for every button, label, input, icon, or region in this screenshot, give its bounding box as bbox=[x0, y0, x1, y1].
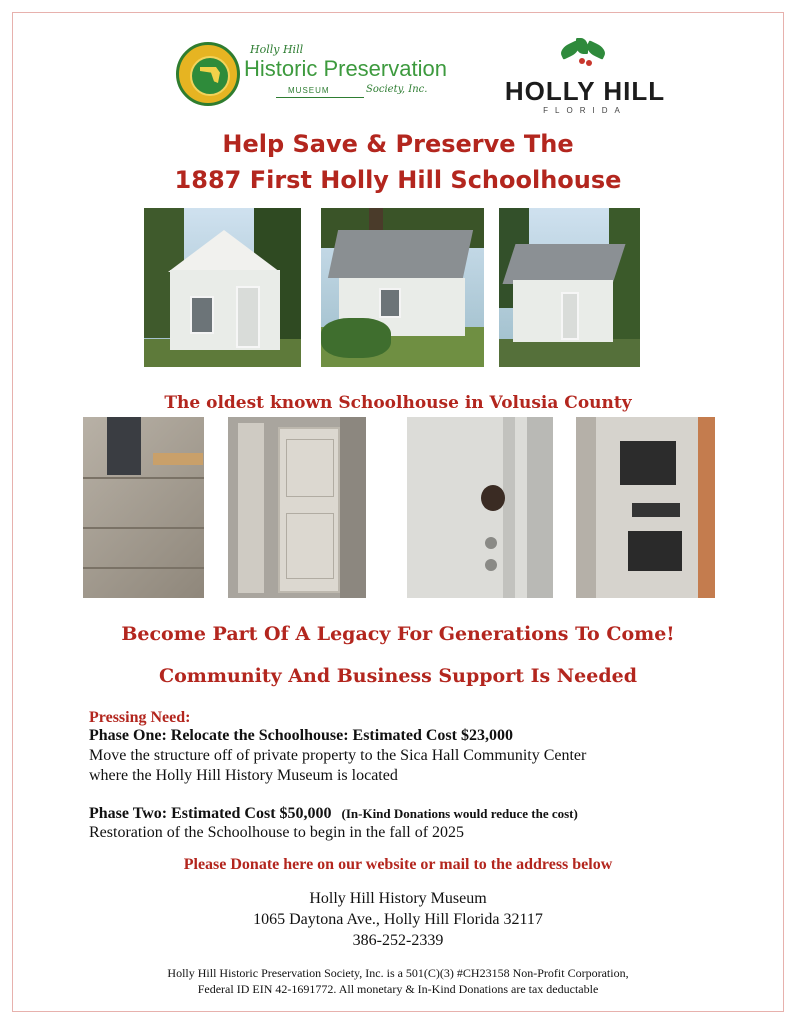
door-knob-icon bbox=[481, 485, 505, 511]
support-needed: Community And Business Support Is Needed bbox=[158, 665, 637, 687]
phase-two-note: (In-Kind Donations would reduce the cost) bbox=[341, 806, 578, 821]
museum-name: Holly Hill History Museum bbox=[309, 890, 487, 907]
historic-preservation-logo bbox=[176, 42, 456, 112]
donate-message: Please Donate here on our website or mail to the address below bbox=[183, 856, 613, 873]
holly-berry-icon bbox=[586, 60, 592, 66]
society-seal-icon bbox=[176, 42, 240, 106]
museum-street: 1065 Daytona Ave., Holly Hill Florida 32117 bbox=[253, 911, 543, 928]
door-knob-photo bbox=[407, 417, 553, 598]
subheadline: The oldest known Schoolhouse in Volusia County bbox=[164, 393, 632, 413]
phase-one-line-1: Move the structure off of private property to the Sica Hall Community Center bbox=[89, 747, 587, 764]
phase-one-title: Phase One: Relocate the Schoolhouse: Estimated Cost $23,000 bbox=[89, 727, 513, 744]
floorboards-photo bbox=[83, 417, 204, 598]
hinges-photo bbox=[576, 417, 715, 598]
logo-museum: MUSEUM bbox=[288, 86, 330, 95]
logo-society: Society, Inc. bbox=[366, 84, 428, 95]
holly-leaf-icon bbox=[576, 38, 588, 54]
phase-two-title: Phase Two: Estimated Cost $50,000 bbox=[89, 805, 332, 822]
museum-phone: 386-252-2339 bbox=[352, 932, 444, 949]
schoolhouse-side-photo bbox=[321, 208, 484, 367]
schoolhouse-front-photo bbox=[144, 208, 301, 367]
legacy-slogan: Become Part Of A Legacy For Generations To Come! bbox=[121, 623, 675, 645]
logo-underline bbox=[276, 97, 364, 98]
footer-line-2: Federal ID EIN 42-1691772. All monetary & In-Kind Donations are tax deductable bbox=[197, 982, 599, 996]
holly-berry-icon bbox=[579, 58, 585, 64]
headline-line-1: Help Save & Preserve The bbox=[222, 130, 574, 158]
logo-holly-hill-script: Holly Hill bbox=[250, 43, 304, 56]
hinge-icon bbox=[620, 441, 676, 485]
pressing-need-label: Pressing Need: bbox=[89, 709, 191, 726]
headline-line-2: 1887 First Holly Hill Schoolhouse bbox=[174, 166, 622, 194]
hinge-icon bbox=[628, 531, 682, 571]
phase-two-heading bbox=[89, 804, 578, 823]
schoolhouse-rear-photo bbox=[499, 208, 640, 367]
phase-two-line: Restoration of the Schoolhouse to begin in the fall of 2025 bbox=[89, 824, 465, 841]
footer-line-1: Holly Hill Historic Preservation Society, Inc. is a 501(C)(3) #CH23158 Non-Profit Corporation, bbox=[167, 966, 629, 980]
city-name: HOLLY HILL bbox=[504, 76, 666, 106]
cabinet-door-photo bbox=[228, 417, 366, 598]
phase-one-line-2: where the Holly Hill History Museum is located bbox=[89, 767, 398, 784]
hinge-icon bbox=[632, 503, 680, 517]
city-state: FLORIDA bbox=[543, 106, 627, 115]
logo-historic-preservation: Historic Preservation bbox=[244, 56, 447, 81]
holly-hill-city-logo bbox=[500, 40, 670, 116]
